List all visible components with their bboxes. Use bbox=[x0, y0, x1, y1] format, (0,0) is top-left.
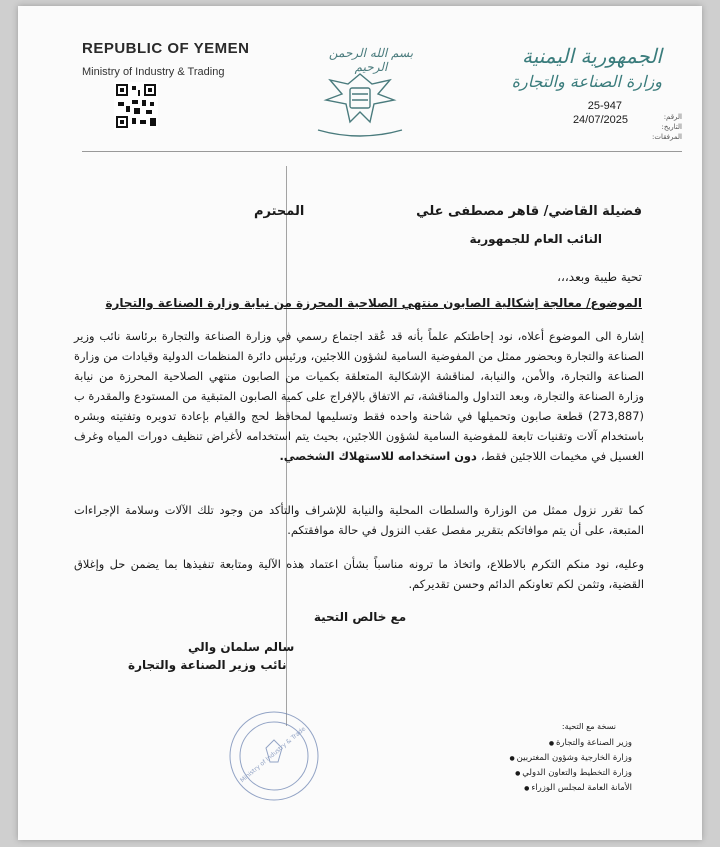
paragraph-1-emphasis: دون استخدامه للاستهلاك الشخصي. bbox=[279, 449, 481, 463]
label-attachments: المرفقات: bbox=[652, 133, 682, 141]
svg-text:Ministry of Industry & Trade: Ministry of Industry & Trade bbox=[238, 725, 308, 785]
label-number: الرقم: bbox=[663, 113, 682, 121]
copy-item: وزارة الخارجية وشؤون المغتربين ● bbox=[510, 751, 633, 766]
reference-number: 25-947 bbox=[587, 100, 622, 112]
letter-page bbox=[18, 6, 702, 840]
copies-title: نسخة مع التحية: bbox=[561, 722, 616, 731]
addressee-name: فضيلة القاضي/ قاهر مصطفى علي bbox=[416, 204, 642, 219]
addressee-title: النائب العام للجمهورية bbox=[469, 232, 602, 246]
label-date: التاريخ: bbox=[661, 123, 682, 131]
body-paragraph-1 bbox=[74, 326, 644, 466]
copy-item: وزير الصناعة والتجارة ● bbox=[510, 736, 633, 751]
signatory-name: سالم سلمان والي bbox=[188, 640, 295, 654]
reference-labels bbox=[652, 112, 682, 142]
addressee-honorific: المحترم bbox=[254, 204, 305, 219]
paragraph-1-text: إشارة الى الموضوع أعلاه، نود إحاطتكم علماً بأنه قد عُقد اجتماع رسمي في وزارة الصناعة والتجارة برئاسة نائب وزير الصناعة والتجارة وبحضور ممثل من المفوضية السامية لشؤون اللاجئين، ورئيس دائرة المنظمات الدولية وقيادات من وزارة الصناعة والتجارة، والأمن، والنيابة، لمناقشة الإشكالية المتعلقة بكميات من الصابون منتهي الصلاحية المحرزة من نيابة وزارة الصناعة والتجارة، وبعد التداول والمناقشة، تم الاتفاق بالإفراج على كمية الصابون المتبقية من المستودع والمقدرة ب (273,887) قطعة صابون وتحميلها في شاحنة واحده فقط وتسليمها لمحافظ لحج والقيام بإعادة تدويره وتفتيته وبشره باستخدام آلات وتقنيات تابعة للمفوضية السامية لشؤون اللاجئين، بحيث يتم استخدامه لأغراض تنظيف دورات المياه وغرف الغسيل في مخيمات اللاجئين فقط، bbox=[74, 329, 644, 463]
copies-list bbox=[510, 736, 633, 796]
ministry-arabic: وزارة الصناعة والتجارة bbox=[511, 72, 662, 91]
republic-english: REPUBLIC OF YEMEN bbox=[82, 40, 250, 57]
greeting: تحية طيبة وبعد،،، bbox=[557, 270, 642, 284]
signatory-title: نائب وزير الصناعة والتجارة bbox=[128, 658, 287, 672]
bismillah: بسم الله الرحمن الرحيم bbox=[328, 46, 414, 74]
copy-item: وزارة التخطيط والتعاون الدولي ● bbox=[510, 766, 633, 781]
official-stamp-icon bbox=[214, 696, 344, 816]
body-paragraph-2: كما تقرر نزول ممثل من الوزارة والسلطات المحلية والنيابة للإشراف والتأكد من وجود تلك الآلات وسلامة الإجراءات المتبعة، على أن يتم موافاتكم بتقرير مفصل عقب النزول في حالة موافقتكم. bbox=[74, 503, 644, 537]
copy-item: الأمانة العامة لمجلس الوزراء ● bbox=[510, 781, 633, 796]
qr-code-icon bbox=[114, 82, 158, 130]
closing-line: مع خالص التحية bbox=[313, 610, 407, 624]
body-paragraph-3: وعليه، نود منكم التكرم بالاطلاع، واتخاذ ما ترونه مناسباً بشأن اعتماد هذه الآلية ومتابعة تنفيذها بما يضمن حل وإغلاق القضية، وتثمن لكم تعاونكم الدائم وحسن تقديركم. bbox=[74, 557, 644, 591]
reference-date: 24/07/2025 bbox=[572, 114, 628, 126]
republic-arabic: الجمهورية اليمنية bbox=[521, 44, 662, 68]
header-divider bbox=[82, 151, 682, 152]
ministry-english: Ministry of Industry & Trading bbox=[82, 66, 225, 78]
subject-line: الموضوع/ معالجة إشكالية الصابون منتهي الصلاحية المحرزة من نيابة وزارة الصناعة والتجارة bbox=[105, 296, 642, 310]
